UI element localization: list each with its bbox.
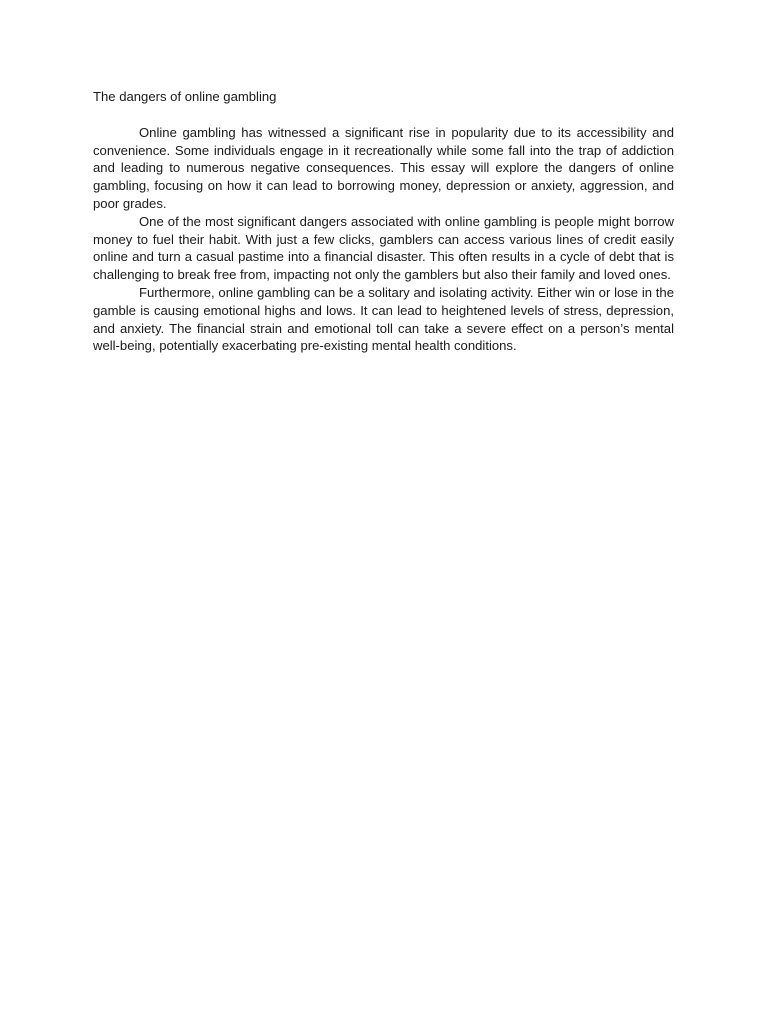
document-title: The dangers of online gambling: [93, 89, 277, 104]
paragraph-borrowing: One of the most significant dangers associated with online gambling is people might borrow money to fuel their habit. With just a few clicks, gamblers can access various lines of credit easily online and turn a casual pastime into a financial disaster. This often results in a cycle of debt that is challenging to break free from, impacting not only the gamblers but also their family and loved ones.: [93, 213, 674, 283]
paragraph-mental-health: Furthermore, online gambling can be a solitary and isolating activity. Either win or lose in the gamble is causing emotional highs and lows. It can lead to heightened levels of stress, depression, and anxiety. The financial strain and emotional toll can take a severe effect on a person’s mental well-being, potentially exacerbating pre-existing mental health conditions.: [93, 284, 674, 354]
paragraph-intro: Online gambling has witnessed a significant rise in popularity due to its accessibility and convenience. Some individuals engage in it recreationally while some fall into the trap of addiction and leading to numerous negative consequences. This essay will explore the dangers of online gambling, focusing on how it can lead to borrowing money, depression or anxiety, aggression, and poor grades.: [93, 124, 674, 211]
document-body: [93, 88, 674, 355]
